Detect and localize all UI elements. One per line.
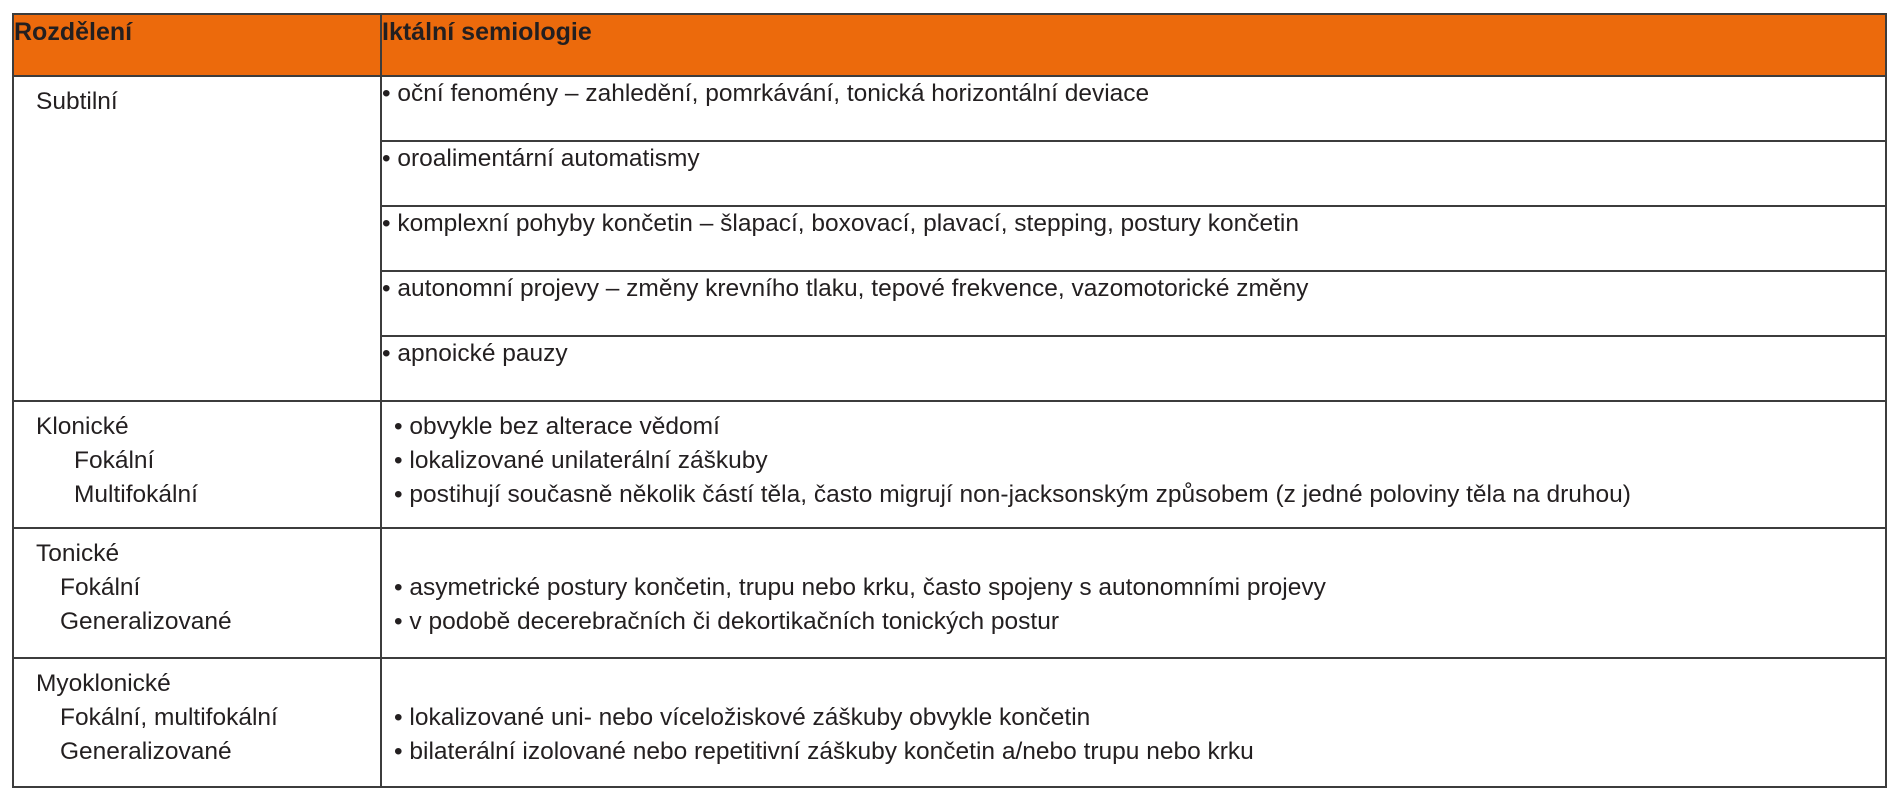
category-cell-tonic	[13, 528, 381, 658]
semiology-group-myoclonic	[381, 658, 1886, 787]
category-subtle: Subtilní	[36, 88, 118, 115]
category-myoclonic: Myoklonické	[36, 669, 171, 697]
semiology-group-tonic	[381, 528, 1886, 658]
category-clonic: Klonické	[36, 413, 129, 441]
semiology-item: • autonomní projevy – změny krevního tlaku, tepové frekvence, vazomotorické změny	[381, 271, 1886, 336]
semiology-item: • lokalizované unilaterální záškuby	[394, 447, 768, 475]
table-row	[13, 401, 1886, 528]
subtype-label: Fokální	[60, 573, 141, 601]
subtype-label: Generalizované	[60, 737, 232, 765]
semiology-group-clonic	[381, 401, 1886, 528]
semiology-item: • asymetrické postury končetin, trupu nebo krku, často spojeny s autonomními projevy	[394, 573, 1326, 601]
table-header-row	[13, 14, 1886, 76]
table-row	[13, 528, 1886, 658]
subtype-label: Fokální	[74, 447, 155, 475]
semiology-item: • bilaterální izolované nebo repetitivní záškuby končetin a/nebo trupu nebo krku	[394, 737, 1254, 765]
seizure-semiology-table	[12, 13, 1887, 788]
semiology-item: • oční fenomény – zahledění, pomrkávání, tonická horizontální deviace	[381, 76, 1886, 141]
category-cell-subtle	[13, 76, 381, 401]
semiology-item: • postihují současně několik částí těla, často migrují non-jacksonským způsobem (z jedné poloviny těla na druhou)	[394, 481, 1631, 509]
category-tonic: Tonické	[36, 539, 120, 567]
subtype-label: Generalizované	[60, 607, 232, 635]
semiology-item: • v podobě decerebračních či dekortikačních tonických postur	[394, 607, 1059, 635]
table-row	[13, 658, 1886, 787]
table-row	[13, 76, 1886, 141]
semiology-item: • komplexní pohyby končetin – šlapací, boxovací, plavací, stepping, postury končetin	[381, 206, 1886, 271]
category-cell-clonic	[13, 401, 381, 528]
semiology-item: • oroalimentární automatismy	[381, 141, 1886, 206]
semiology-item: • obvykle bez alterace vědomí	[394, 413, 720, 441]
semiology-item: • apnoické pauzy	[381, 336, 1886, 401]
subtype-label: Fokální, multifokální	[60, 703, 278, 731]
category-cell-myoclonic	[13, 658, 381, 787]
semiology-item: • lokalizované uni- nebo víceložiskové záškuby obvykle končetin	[394, 703, 1091, 731]
subtype-label: Multifokální	[74, 481, 198, 509]
header-ictal-semiology: Iktální semiologie	[381, 14, 1886, 76]
header-classification: Rozdělení	[13, 14, 381, 76]
